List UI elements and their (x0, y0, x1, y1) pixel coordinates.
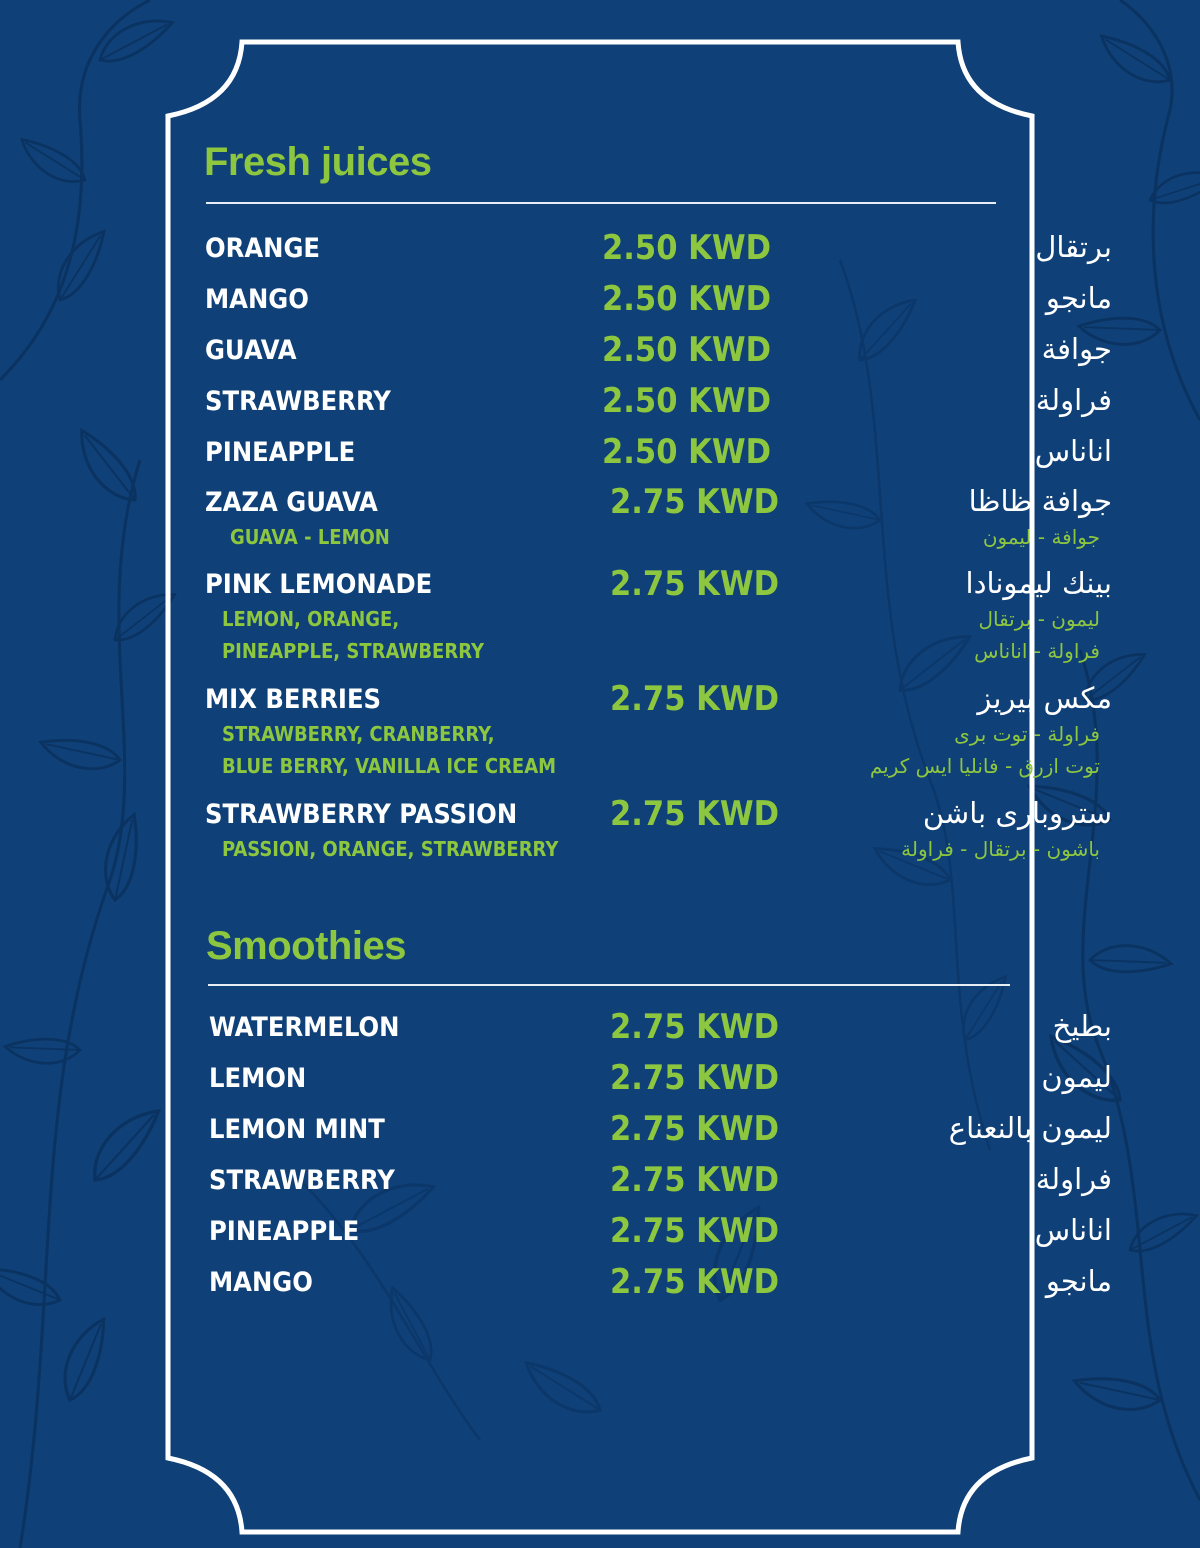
item-description-ar: فراولة - اناناس (974, 639, 1100, 663)
item-description-en: BLUE BERRY, VANILLA ICE CREAM (222, 754, 557, 778)
item-name-ar: مانجو (1045, 1264, 1112, 1298)
item-name-en: STRAWBERRY PASSION (205, 799, 518, 830)
item-price: 2.75 KWD (610, 794, 779, 834)
item-description-ar: فراولة - توت برى (954, 722, 1100, 746)
item-name-en: STRAWBERRY (209, 1165, 395, 1196)
item-name-ar: بطيخ (1052, 1009, 1112, 1043)
section-title-fresh-juices: Fresh juices (204, 140, 432, 184)
section-divider (206, 202, 996, 204)
item-description-en: PASSION, ORANGE, STRAWBERRY (222, 837, 559, 861)
item-description-en: GUAVA - LEMON (230, 525, 390, 549)
item-description-ar: ليمون - برتقال (978, 607, 1100, 631)
item-name-ar: جوافة ظاظا (968, 484, 1112, 518)
item-name-ar: بينك ليمونادا (965, 566, 1112, 600)
item-price: 2.50 KWD (602, 279, 771, 319)
item-name-ar: جوافة (1041, 332, 1112, 366)
item-name-ar: مكس بيريز (977, 681, 1112, 715)
item-description-en: PINEAPPLE, STRAWBERRY (222, 639, 485, 663)
item-name-en: WATERMELON (209, 1012, 400, 1043)
item-name-en: ZAZA GUAVA (205, 487, 378, 518)
item-price: 2.50 KWD (602, 330, 771, 370)
item-name-en: PINEAPPLE (209, 1216, 360, 1247)
item-name-ar: فراولة (1035, 1162, 1112, 1196)
item-description-en: LEMON, ORANGE, (222, 607, 400, 631)
item-description-ar: جوافة - ليمون (982, 525, 1100, 549)
item-name-en: GUAVA (205, 335, 297, 366)
item-name-ar: اناناس (1034, 1213, 1112, 1247)
item-name-en: LEMON MINT (209, 1114, 385, 1145)
item-name-en: PINEAPPLE (205, 437, 356, 468)
section-divider (208, 984, 1010, 986)
item-name-en: LEMON (209, 1063, 307, 1094)
item-price: 2.75 KWD (610, 1109, 779, 1149)
item-name-ar: ستروبارى باشن (922, 796, 1112, 830)
item-name-ar: اناناس (1034, 434, 1112, 468)
item-price: 2.50 KWD (602, 228, 771, 268)
item-name-en: MANGO (205, 284, 309, 315)
item-name-en: ORANGE (205, 233, 321, 264)
item-price: 2.75 KWD (610, 1262, 779, 1302)
item-name-ar: ليمون بالنعناع (948, 1111, 1112, 1145)
item-price: 2.75 KWD (610, 1058, 779, 1098)
item-description-ar: توت ازرق - فانليا ايس كريم (869, 754, 1100, 778)
item-name-en: MANGO (209, 1267, 313, 1298)
item-name-en: STRAWBERRY (205, 386, 391, 417)
item-name-en: PINK LEMONADE (205, 569, 433, 600)
item-price: 2.75 KWD (610, 1160, 779, 1200)
item-name-ar: برتقال (1035, 230, 1112, 264)
item-price: 2.75 KWD (610, 564, 779, 604)
item-name-ar: فراولة (1035, 383, 1112, 417)
section-title-smoothies: Smoothies (206, 924, 406, 968)
item-price: 2.75 KWD (610, 482, 779, 522)
item-price: 2.50 KWD (602, 381, 771, 421)
item-price: 2.75 KWD (610, 1211, 779, 1251)
item-price: 2.75 KWD (610, 679, 779, 719)
item-price: 2.50 KWD (602, 432, 771, 472)
item-description-ar: باشون - برتقال - فراولة (901, 837, 1100, 861)
item-name-ar: ليمون (1041, 1060, 1112, 1094)
item-description-en: STRAWBERRY, CRANBERRY, (222, 722, 495, 746)
item-name-en: MIX BERRIES (205, 684, 382, 715)
item-price: 2.75 KWD (610, 1007, 779, 1047)
item-name-ar: مانجو (1045, 281, 1112, 315)
